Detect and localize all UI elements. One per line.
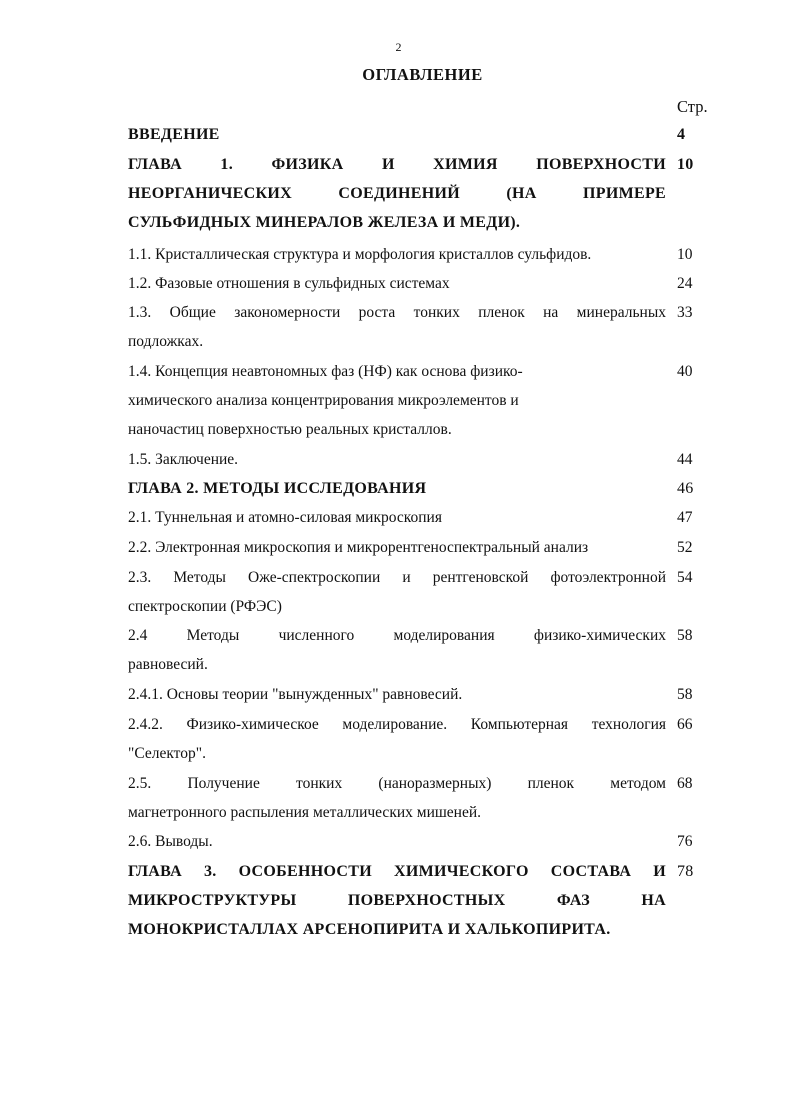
toc-page-number: 66 [677,716,693,733]
toc-entry-line: 2.1. Туннельная и атомно-силовая микроскопия [128,509,442,526]
toc-page-number: 24 [677,275,693,292]
toc-entry-line: химического анализа концентрирования микроэлементов и [128,392,519,409]
toc-entry-line: подложках. [128,333,204,350]
toc-page-number: 10 [677,246,693,263]
toc-page-number: 68 [677,775,693,792]
toc-entry-line: МОНОКРИСТАЛЛАХ АРСЕНОПИРИТА И ХАЛЬКОПИРИТА. [128,921,611,938]
toc-entry-line: ГЛАВА 3. ОСОБЕННОСТИ ХИМИЧЕСКОГО СОСТАВА И [128,863,666,880]
toc-page-number: 52 [677,539,693,556]
toc-page-number: 76 [677,833,693,850]
toc-entry-line: "Селектор". [128,745,206,762]
toc-entry-line: НЕОРГАНИЧЕСКИХ СОЕДИНЕНИЙ (НА ПРИМЕРЕ [128,185,666,202]
toc-entry-line: равновесий. [128,656,208,673]
toc-entry-line: 2.6. Выводы. [128,833,213,850]
toc-page-number: 46 [677,480,694,497]
toc-entry-line: магнетронного распыления металлических мишеней. [128,804,482,821]
toc-page-number: 58 [677,627,693,644]
toc-entry-line: спектроскопии (РФЭС) [128,598,282,615]
toc-entry-line: ВВЕДЕНИЕ [128,126,220,143]
toc-page-number: 4 [677,126,686,143]
toc-entry-line: СУЛЬФИДНЫХ МИНЕРАЛОВ ЖЕЛЕЗА И МЕДИ). [128,214,521,231]
toc-page-number: 54 [677,569,693,586]
toc-page-number: 44 [677,451,693,468]
toc-entry-line: 2.4.1. Основы теории "вынужденных" равновесий. [128,686,463,703]
toc-entry-line: 1.4. Концепция неавтономных фаз (НФ) как основа физико- [128,363,523,380]
toc-entry-line: ГЛАВА 1. ФИЗИКА И ХИМИЯ ПОВЕРХНОСТИ [128,156,666,173]
toc-page-number: 40 [677,363,693,380]
toc-page-number: 58 [677,686,693,703]
toc-page-number: 33 [677,304,693,321]
page-column-header: Стр. [677,97,708,116]
toc-entry-line: 2.4.2. Физико-химическое моделирование. Компьютерная технология [128,716,666,733]
toc-page-number: 47 [677,509,693,526]
toc-entry-line: 1.1. Кристаллическая структура и морфология кристаллов сульфидов. [128,246,592,263]
toc-entry-line: 2.3. Методы Оже-спектроскопии и рентгеновской фотоэлектронной [128,569,666,586]
page-title: ОГЛАВЛЕНИЕ [362,65,483,84]
toc-page-number: 78 [677,863,694,880]
page-number: 2 [395,40,402,54]
toc-entry-line: 2.5. Получение тонких (наноразмерных) пленок методом [128,775,666,792]
toc-entry-line: 1.2. Фазовые отношения в сульфидных системах [128,275,450,292]
toc-entry-line: 2.4 Методы численного моделирования физико-химических [128,627,666,644]
toc-entry-line: МИКРОСТРУКТУРЫ ПОВЕРХНОСТНЫХ ФАЗ НА [128,892,666,909]
toc-entry-line: наночастиц поверхностью реальных кристаллов. [128,421,452,438]
toc-entry-line: ГЛАВА 2. МЕТОДЫ ИССЛЕДОВАНИЯ [128,480,427,497]
toc-page-number: 10 [677,156,694,173]
toc-entry-line: 2.2. Электронная микроскопия и микрорентгеноспектральный анализ [128,539,589,556]
toc-entry-line: 1.3. Общие закономерности роста тонких пленок на минеральных [128,304,666,321]
toc-entry-line: 1.5. Заключение. [128,451,239,468]
